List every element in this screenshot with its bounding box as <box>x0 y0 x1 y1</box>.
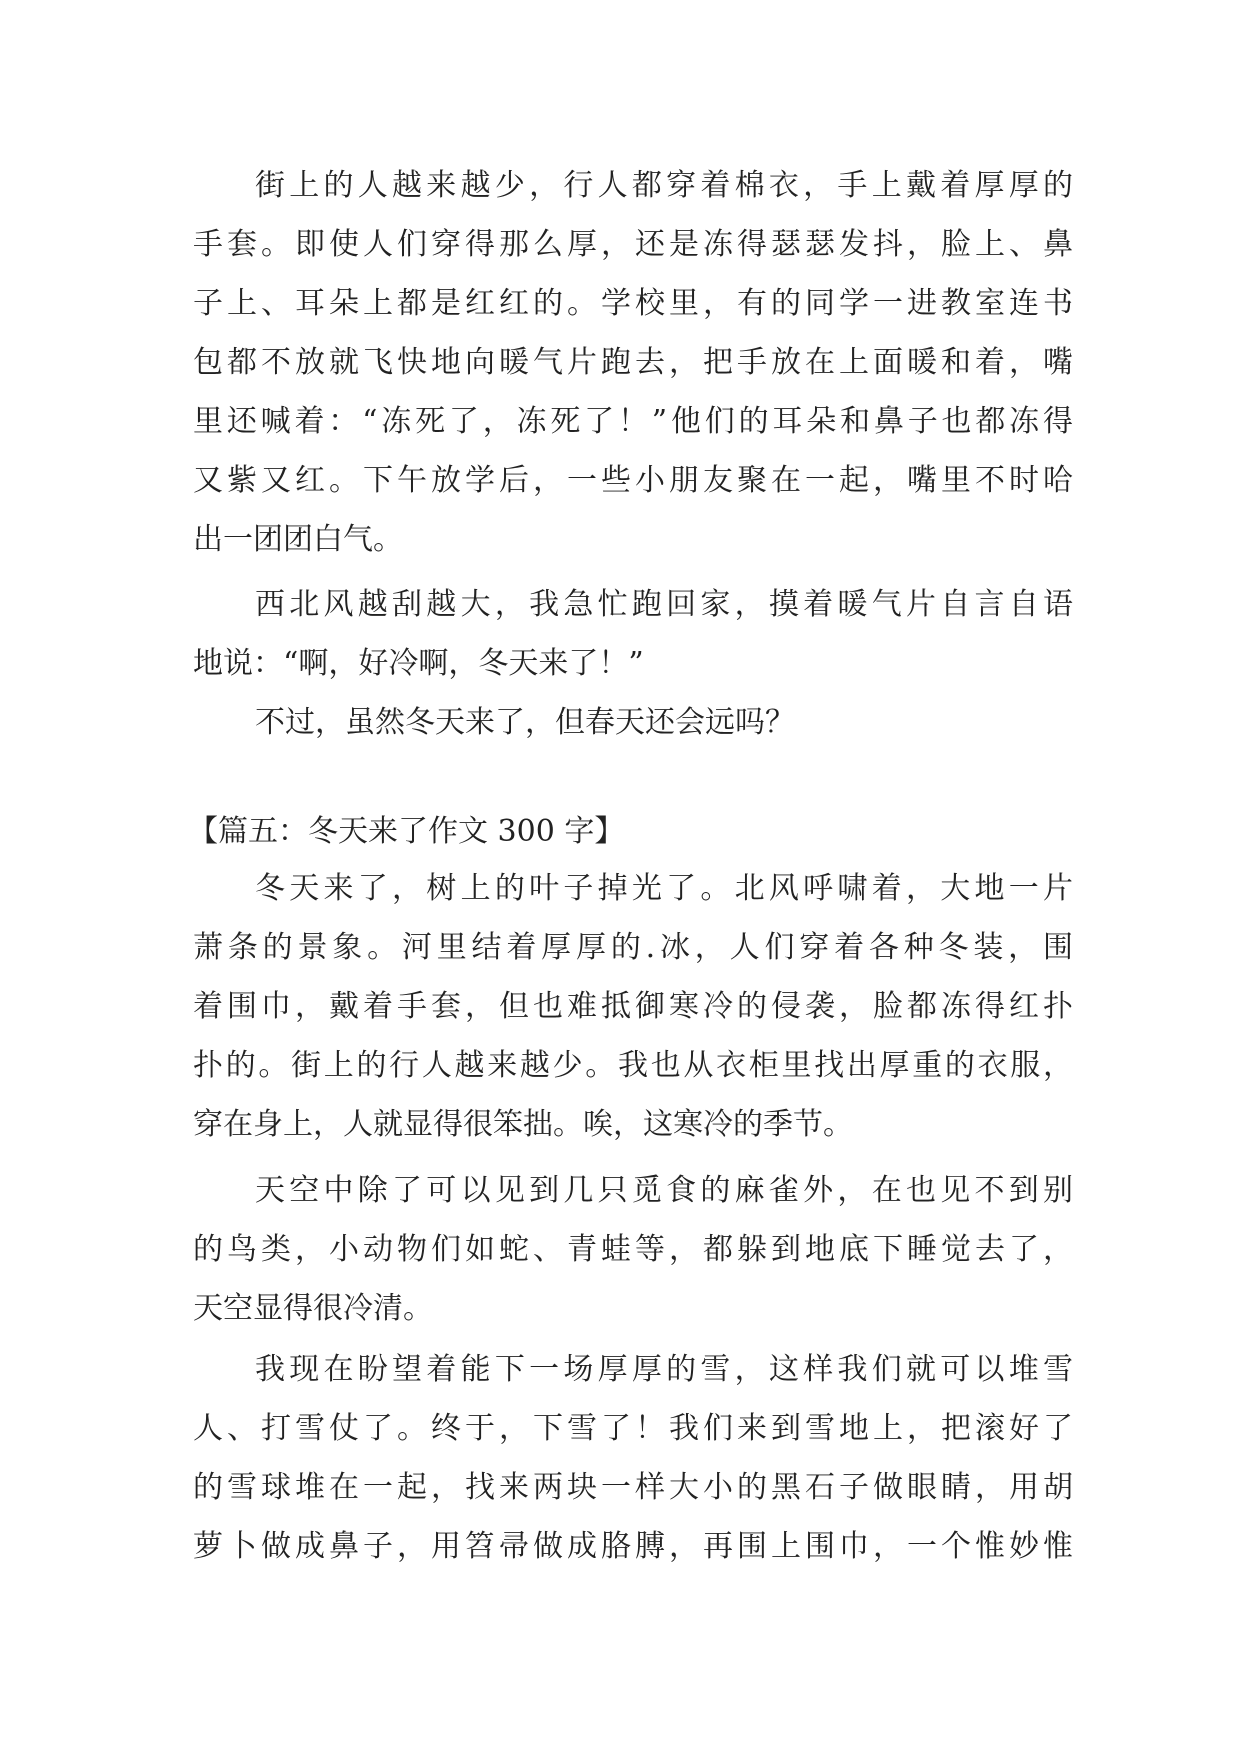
paragraph-street <box>193 156 1073 569</box>
text-line: 穿在身上，人就显得很笨拙。唉，这寒冷的季节。 <box>193 1107 853 1142</box>
text-line: 天空中除了可以见到几只觅食的麻雀外，在也见不到别 <box>255 1173 1073 1208</box>
text-line: 里还喊着：“冻死了，冻死了！”他们的耳朵和鼻子也都冻得 <box>193 404 1073 439</box>
text-line: 扑的。街上的行人越来越少。我也从衣柜里找出厚重的衣服， <box>193 1048 1073 1083</box>
text-line: 西北风越刮越大，我急忙跑回家，摸着暖气片自言自语 <box>255 587 1073 622</box>
text-line: 天空显得很冷清。 <box>193 1291 433 1326</box>
text-line: 着围巾，戴着手套，但也难抵御寒冷的侵袭，脸都冻得红扑 <box>193 989 1073 1024</box>
paragraph-sky <box>193 1161 1073 1338</box>
text-line: 的雪球堆在一起，找来两块一样大小的黑石子做眼睛，用胡 <box>193 1470 1073 1505</box>
text-line: 我现在盼望着能下一场厚厚的雪，这样我们就可以堆雪 <box>255 1352 1073 1387</box>
text-line: 的鸟类，小动物们如蛇、青蛙等，都躲到地底下睡觉去了， <box>193 1232 1073 1267</box>
text-line: 不过，虽然冬天来了，但春天还会远吗？ <box>255 705 795 740</box>
paragraph-snow <box>193 1340 1073 1576</box>
text-line: 子上、耳朵上都是红红的。学校里，有的同学一进教室连书 <box>193 286 1073 321</box>
text-line: 包都不放就飞快地向暖气片跑去，把手放在上面暖和着，嘴 <box>193 345 1073 380</box>
paragraph-winter-came <box>193 859 1073 1154</box>
section-heading: 【篇五：冬天来了作文 300 字】 <box>188 814 625 849</box>
text-line: 冬天来了，树上的叶子掉光了。北风呼啸着，大地一片 <box>255 871 1073 906</box>
paragraph-northwest-wind <box>193 575 1073 693</box>
text-line: 萧条的景象。河里结着厚厚的.冰，人们穿着各种冬装，围 <box>193 930 1073 965</box>
text-line: 出一团团白气。 <box>193 522 403 557</box>
text-line: 手套。即使人们穿得那么厚，还是冻得瑟瑟发抖，脸上、鼻 <box>193 227 1073 262</box>
text-line: 人、打雪仗了。终于，下雪了！我们来到雪地上，把滚好了 <box>193 1411 1073 1446</box>
text-line: 地说：“啊，好冷啊，冬天来了！” <box>193 646 644 681</box>
text-line: 萝卜做成鼻子，用笤帚做成胳膊，再围上围巾，一个惟妙惟 <box>193 1529 1073 1564</box>
paragraph-spring-question <box>193 693 1073 752</box>
text-line: 街上的人越来越少，行人都穿着棉衣，手上戴着厚厚的 <box>255 168 1073 203</box>
text-line: 又紫又红。下午放学后，一些小朋友聚在一起，嘴里不时哈 <box>193 463 1073 498</box>
